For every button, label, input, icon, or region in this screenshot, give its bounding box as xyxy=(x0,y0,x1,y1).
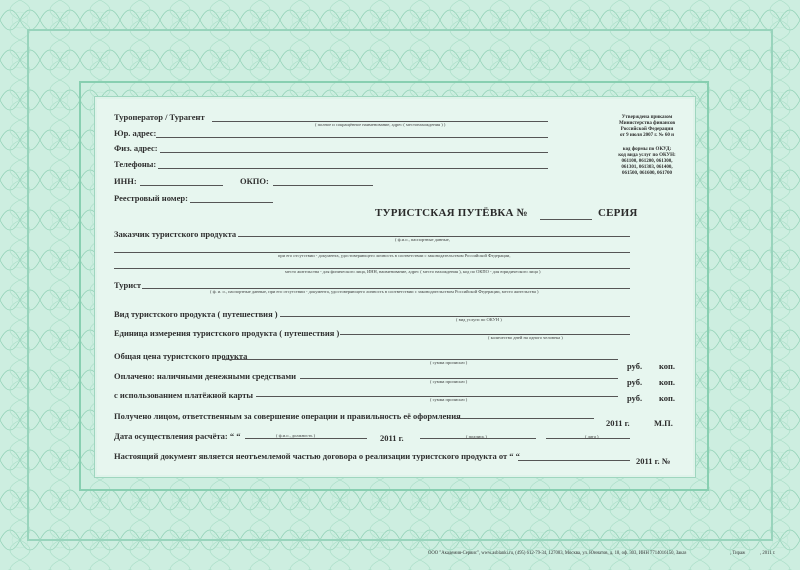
paid-card-kop: коп. xyxy=(659,393,676,403)
okpo-line xyxy=(273,185,373,186)
registry-label: Реестровый номер: xyxy=(114,193,188,203)
price-rub: руб. xyxy=(627,361,643,371)
paid-cash-hint: ( сумма прописью ) xyxy=(430,379,468,384)
calc-date-line xyxy=(245,438,367,439)
operator-label: Туроператор / Турагент xyxy=(114,112,205,122)
tourist-hint: ( ф. и. о., паспортные данные, при его отсутствии - документа, удостоверяющего личность в соответствии с законодательством Российской Федерации, место жительства ) xyxy=(210,289,539,294)
service-code-label: код вида услуг по ОКУН: xyxy=(618,153,676,158)
price-hint: ( сумма прописью ) xyxy=(430,360,468,365)
product-unit-hint: ( количество дней на одного человека ) xyxy=(488,335,563,340)
print-run-footer: , Тираж xyxy=(730,551,746,556)
customer-hint-3: место жительства - для физического лица, ИНН, наименование, адрес ( место нахождения ), код по ОКПО - для юридического лица ) xyxy=(285,269,541,274)
inn-label: ИНН: xyxy=(114,176,137,186)
voucher-number-line xyxy=(540,219,592,220)
product-type-hint: ( вид услуги по ОКУН ) xyxy=(456,317,502,322)
service-codes-1: 061100, 061200, 061300, xyxy=(621,159,673,164)
received-year: 2011 г. xyxy=(606,418,630,428)
approval-line-1: Утверждена приказом xyxy=(621,115,673,120)
calc-date-label: Дата осуществления расчёта: “ “ xyxy=(114,431,241,441)
received-line xyxy=(454,418,594,419)
product-unit-label: Единица измерения туристского продукта ( путешествия ) xyxy=(114,328,340,338)
physical-address-label: Физ. адрес: xyxy=(114,143,158,153)
calc-year: 2011 г. xyxy=(380,433,404,443)
price-label: Общая цена туристского продукта xyxy=(114,351,248,361)
customer-label: Заказчик туристского продукта xyxy=(114,229,237,239)
phones-line xyxy=(158,168,548,169)
date-hint: ( дата ) xyxy=(585,434,599,439)
stamp-place: М.П. xyxy=(654,418,673,428)
paid-cash-label: Оплачено: наличными денежными средствами xyxy=(114,371,297,381)
closing-year-number: 2011 г. № xyxy=(636,456,671,466)
footer-year: , 2011 г. xyxy=(760,551,776,556)
voucher-series: СЕРИЯ xyxy=(598,207,638,219)
paid-cash-rub: руб. xyxy=(627,377,643,387)
paid-card-label: с использованием платёжной карты xyxy=(114,390,254,400)
service-codes-3: 061500, 061600, 061700 xyxy=(622,171,672,176)
publisher-footer: ООО "Академия-Сервис", www.asblanki.ru, (495) 612-79-34, 127083, Москва, ул. Юннатов, д. 18, оф. 303, ИНН 7714016150, Заказ xyxy=(428,551,687,556)
closing-line xyxy=(518,460,630,461)
price-line xyxy=(222,359,618,360)
price-kop: коп. xyxy=(659,361,676,371)
paid-card-rub: руб. xyxy=(627,393,643,403)
inn-line xyxy=(140,185,223,186)
signature-hint: ( подпись ) xyxy=(466,434,487,439)
voucher-title: ТУРИСТСКАЯ ПУТЁВКА № xyxy=(375,207,528,219)
approval-line-2: Министерства финансов xyxy=(618,121,676,126)
paid-card-hint: ( сумма прописью ) xyxy=(430,397,468,402)
approval-line-3: Российской Федерации xyxy=(620,127,674,132)
registry-line xyxy=(190,202,273,203)
approval-block xyxy=(610,115,684,177)
product-type-line xyxy=(280,316,630,317)
operator-hint: ( полное и сокращённое наименование, адрес ( местонахождения ) ) xyxy=(315,122,446,127)
legal-address-line xyxy=(156,137,548,138)
closing-text: Настоящий документ является неотъемлемой частью договора о реализации туристского продукта от “ “ xyxy=(114,451,520,461)
okpo-label: ОКПО: xyxy=(240,176,269,186)
service-codes-2: 061301, 061303, 061400, xyxy=(621,165,673,170)
form-code-label: код формы по ОКУД: xyxy=(622,147,672,152)
physical-address-line xyxy=(160,152,548,153)
fio-hint: ( ф.и.о., должность ) xyxy=(276,433,316,438)
product-unit-line xyxy=(340,334,630,335)
customer-hint-1: ( ф.и.о., паспортные данные, xyxy=(395,237,450,242)
phones-label: Телефоны: xyxy=(114,159,157,169)
paid-cash-kop: коп. xyxy=(659,377,676,387)
received-label: Получено лицом, ответственным за совершение операции и правильность её оформления xyxy=(114,411,461,421)
tourist-label: Турист xyxy=(114,280,142,290)
legal-address-label: Юр. адрес: xyxy=(114,128,157,138)
product-type-label: Вид туристского продукта ( путешествия ) xyxy=(114,309,278,319)
approval-line-4: от 9 июля 2007 г. № 60 н xyxy=(619,133,675,138)
customer-hint-2: при его отсутствии - документа, удостоверяющего личность в соответствии с законодательством Российской Федерации, xyxy=(278,253,511,258)
